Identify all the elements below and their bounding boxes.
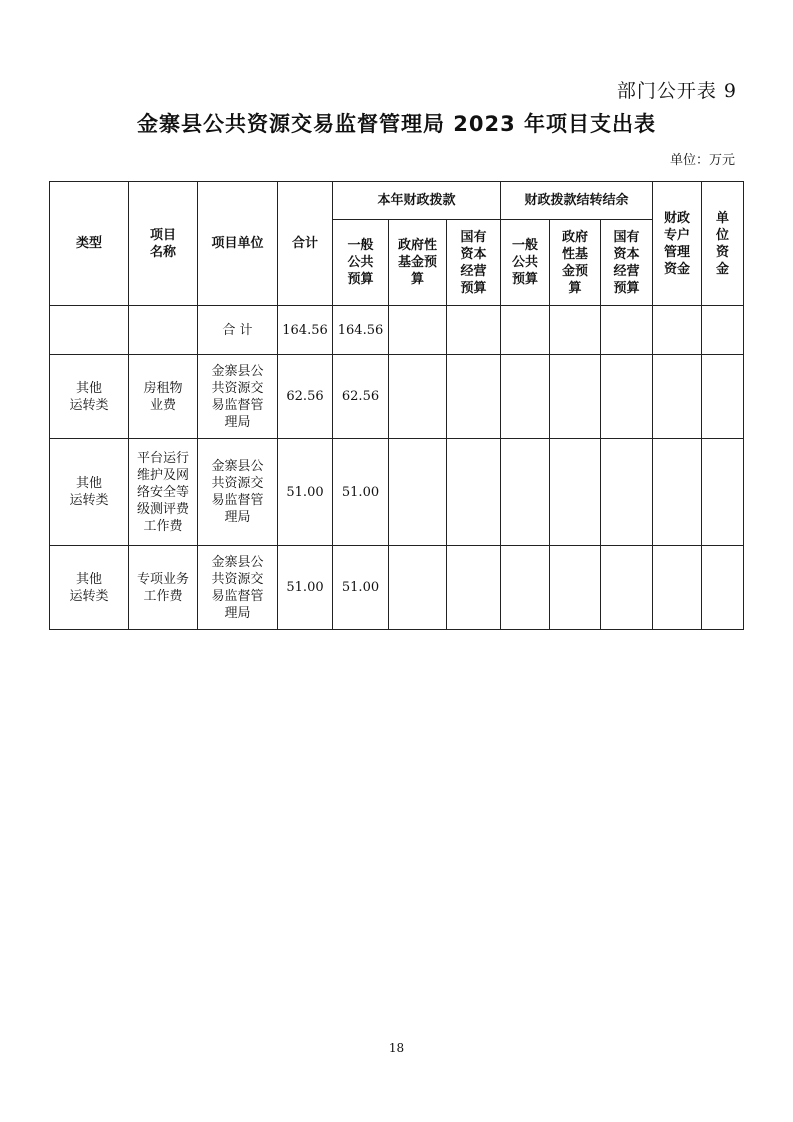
cell-type bbox=[50, 306, 129, 355]
cell-project-unit: 金寨县公 共资源交 易监督管 理局 bbox=[198, 546, 278, 630]
cell-carry-gov-fund bbox=[550, 306, 601, 355]
cell-type: 其他 运转类 bbox=[50, 546, 129, 630]
table-number-label: 部门公开表 9 bbox=[616, 80, 737, 102]
cell-project-name: 房租物 业费 bbox=[129, 355, 198, 439]
col-header-project-unit: 项目单位 bbox=[198, 182, 278, 306]
cell-carry-state-capital bbox=[601, 546, 653, 630]
cell-current-state-capital bbox=[447, 439, 501, 546]
cell-unit-fund bbox=[702, 546, 744, 630]
col-header-current-gov-fund: 政府性 基金预 算 bbox=[389, 220, 447, 306]
cell-project-name: 专项业务 工作费 bbox=[129, 546, 198, 630]
cell-current-gov-fund bbox=[389, 439, 447, 546]
cell-current-state-capital bbox=[447, 355, 501, 439]
col-header-unit-fund: 单 位 资 金 bbox=[702, 182, 744, 306]
cell-current-general: 51.00 bbox=[333, 546, 389, 630]
cell-project-unit: 金寨县公 共资源交 易监督管 理局 bbox=[198, 439, 278, 546]
cell-carry-gov-fund bbox=[550, 439, 601, 546]
col-header-special-fund: 财政 专户 管理 资金 bbox=[653, 182, 702, 306]
project-expenditure-table bbox=[49, 181, 744, 630]
cell-carry-state-capital bbox=[601, 355, 653, 439]
col-header-carry-gov-fund: 政府 性基 金预 算 bbox=[550, 220, 601, 306]
cell-type: 其他 运转类 bbox=[50, 355, 129, 439]
header-row-1 bbox=[50, 182, 744, 220]
cell-carry-gov-fund bbox=[550, 546, 601, 630]
col-header-carry-general: 一般 公共 预算 bbox=[501, 220, 550, 306]
cell-carry-general bbox=[501, 546, 550, 630]
cell-special-fund bbox=[653, 546, 702, 630]
cell-current-gov-fund bbox=[389, 355, 447, 439]
cell-carry-state-capital bbox=[601, 439, 653, 546]
cell-project-name bbox=[129, 306, 198, 355]
cell-type: 其他 运转类 bbox=[50, 439, 129, 546]
col-header-current-general: 一般 公共 预算 bbox=[333, 220, 389, 306]
unit-label: 单位：万元 bbox=[669, 153, 735, 168]
cell-total: 62.56 bbox=[278, 355, 333, 439]
cell-carry-general bbox=[501, 439, 550, 546]
cell-current-general: 51.00 bbox=[333, 439, 389, 546]
table-row bbox=[50, 439, 744, 546]
col-header-project-name: 项目 名称 bbox=[129, 182, 198, 306]
cell-project-unit: 合 计 bbox=[198, 306, 278, 355]
table-row-total bbox=[50, 306, 744, 355]
cell-current-general: 164.56 bbox=[333, 306, 389, 355]
page-title: 金寨县公共资源交易监督管理局 2023 年项目支出表 bbox=[136, 112, 657, 136]
cell-unit-fund bbox=[702, 355, 744, 439]
page-number: 18 bbox=[388, 1041, 405, 1055]
col-group-carryover: 财政拨款结转结余 bbox=[501, 182, 653, 220]
col-header-current-state-capital: 国有 资本 经营 预算 bbox=[447, 220, 501, 306]
cell-unit-fund bbox=[702, 439, 744, 546]
cell-total: 164.56 bbox=[278, 306, 333, 355]
cell-special-fund bbox=[653, 355, 702, 439]
cell-special-fund bbox=[653, 439, 702, 546]
cell-total: 51.00 bbox=[278, 439, 333, 546]
cell-current-general: 62.56 bbox=[333, 355, 389, 439]
cell-carry-state-capital bbox=[601, 306, 653, 355]
cell-carry-gov-fund bbox=[550, 355, 601, 439]
cell-carry-general bbox=[501, 355, 550, 439]
cell-special-fund bbox=[653, 306, 702, 355]
cell-carry-general bbox=[501, 306, 550, 355]
col-group-current-year: 本年财政拨款 bbox=[333, 182, 501, 220]
col-header-carry-state-capital: 国有 资本 经营 预算 bbox=[601, 220, 653, 306]
cell-current-state-capital bbox=[447, 306, 501, 355]
table-row bbox=[50, 546, 744, 630]
table-row bbox=[50, 355, 744, 439]
cell-current-state-capital bbox=[447, 546, 501, 630]
cell-total: 51.00 bbox=[278, 546, 333, 630]
cell-current-gov-fund bbox=[389, 306, 447, 355]
cell-current-gov-fund bbox=[389, 546, 447, 630]
cell-unit-fund bbox=[702, 306, 744, 355]
col-header-type: 类型 bbox=[50, 182, 129, 306]
cell-project-unit: 金寨县公 共资源交 易监督管 理局 bbox=[198, 355, 278, 439]
col-header-total: 合计 bbox=[278, 182, 333, 306]
cell-project-name: 平台运行 维护及网 络安全等 级测评费 工作费 bbox=[129, 439, 198, 546]
